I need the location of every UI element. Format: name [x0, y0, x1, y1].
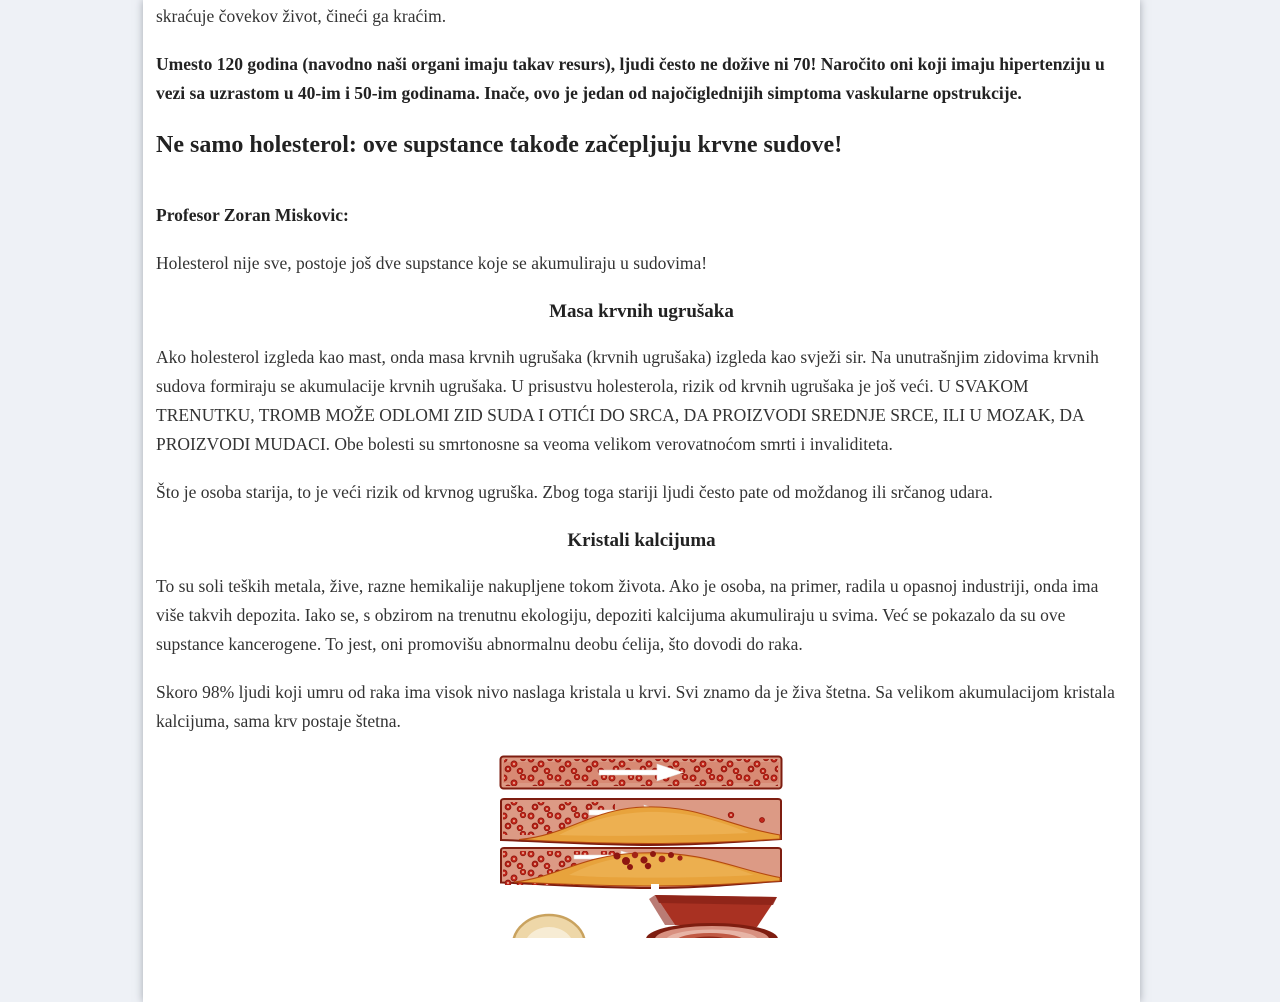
article-content [143, 0, 1140, 1002]
artery-blockage-illustration [156, 755, 1127, 938]
professor-statement: Holesterol nije sve, postoje još dve supstance koje se akumuliraju u sudovima! [156, 253, 708, 273]
paragraph-intro-tail: skraćuje čovekov život, čineći ga kraćim. [156, 6, 447, 26]
professor-name: Profesor Zoran Miskovic: [156, 205, 349, 225]
section-title-blood-clots: Masa krvnih ugrušaka [549, 301, 734, 322]
paragraph-calcium-1: To su soli teških metala, žive, razne hemikalije nakupljene tokom života. Ako je osoba, na primer, radila u opasnoj industriji, onda ima više takvih depozita. Iako se, s obzirom na trenutnu ekologiju, depoziti kalcijuma akumuliraju u svima. Već se pokazalo da su ove supstance kancerogene. To jest, oni promovišu abnormalnu deobu ćelija, što dovodi do raka. [156, 576, 1099, 654]
healthy-artery [501, 757, 782, 789]
artery-cross-section [513, 895, 778, 938]
paragraph-calcium-2: Skoro 98% ljudi koji umru od raka ima visok nivo naslaga kristala u krvi. Svi znamo da je živa štetna. Sa velikom akumulacijom kristala kalcijuma, sama krv postaje štetna. [156, 682, 1115, 731]
paragraph-blood-clots-2: Što je osoba starija, to je veći rizik od krvnog ugruška. Zbog toga stariji ljudi često pate od moždanog ili srčanog udara. [156, 482, 993, 502]
section-title-calcium-crystals: Kristali kalcijuma [567, 530, 716, 551]
paragraph-lead: Umesto 120 godina (navodno naši organi imaju takav resurs), ljudi često ne dožive ni 70! Naročito oni koji imaju hipertenziju u vezi sa uzrastom u 40-im i 50-im godinama. Inače, ovo je jedan od najočiglednijih simptoma vaskularne opstrukcije. [156, 54, 1105, 103]
article-heading: Ne samo holesterol: ove supstance takođe začepljuju krvne sudove! [156, 132, 843, 158]
severely-blocked-artery [501, 848, 781, 889]
partially-blocked-artery [501, 799, 781, 845]
paragraph-blood-clots-1: Ako holesterol izgleda kao mast, onda masa krvnih ugrušaka (krvnih ugrušaka) izgleda kao svježi sir. Na unutrašnjim zidovima krvnih sudova formiraju se akumulacije krvnih ugrušaka. U prisustvu holesterola, rizik od krvnih ugrušaka je još veći. U SVAKOM TRENUTKU, TROMB MOŽE ODLOMI ZID SUDA I OTIĆI DO SRCA, DA PROIZVODI SREDNJE SRCE, ILI U MOZAK, DA PROIZVODI MUDACI. Obe bolesti su smrtonosne sa veoma velikom verovatnoćom smrti i invaliditeta. [156, 347, 1099, 454]
